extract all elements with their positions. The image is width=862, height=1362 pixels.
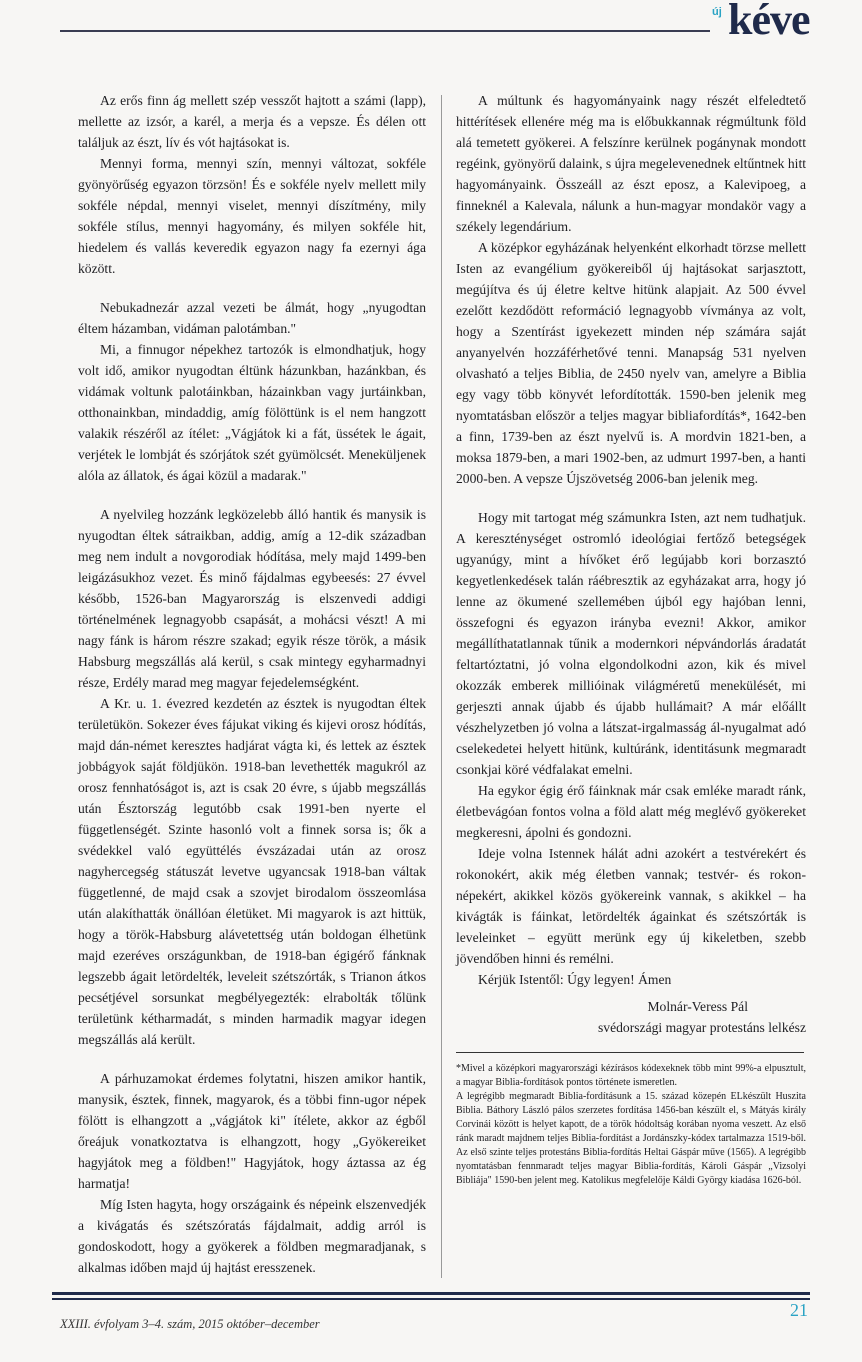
paragraph: A Kr. u. 1. évezred kezdetén az észtek is nyugodtan éltek területükön. Sokezer éves fájukat viking és kijevi orosz hódítás, majd dán-német keresztes hadjárat vágta ki, és lettek az észtek jobbágyok saját földjükön. 1918-ban levethették magukról az orosz fennhatóságot is, azt is csak 20 évre, s újabb megszállás után Észtország legutóbb csak 1991-ben nyerte el függetlenségét. Szinte hasonló volt a finnek sorsa is; ők a svédekkel való együttélés évszázadai után az orosz nagyhercegség státuszát levetve ugyancsak 1918-ban váltak függetlenné, de majd csak a szovjet birodalom összeomlása után alakíthatták önállóan életüket. Mi magyarok is azt hittük, hogy a török-Habsburg alávetettség után boldogan élhetünk majd ezeréves országunkban, de 1918-ban égigérő fánknak legszebb ágait letördelték, leveleit szétszórták, s Trianon átkos pecsétjével sorsunkat megbélyegezték: elrabolták tőlünk területünk kétharmadát, s minden harmadik magyar idegen megszállás alá került.: [78, 696, 426, 1047]
paragraph: Míg Isten hagyta, hogy országaink és népeink elszenvedjék a kivágatás és szétszóratás fájdalmait, addig arról is gondoskodott, hogy a gyökerek a földben megmaradjanak, s alkalmas időben majd új hajtást eresszenek.: [78, 1197, 426, 1275]
footnotes: [456, 1062, 806, 1188]
paragraph: A párhuzamokat érdemes folytatni, hiszen amikor hantik, manysik, észtek, finnek, magyarok, és a többi finn-ugor népek fölött is elhangzott a „vágjátok ki" ítélete, akkor az égből őreájuk vonatkoztatva is elhangzott, hogy „Gyökereiket hagyjátok meg a földben!" Hagyjátok, hogy áztassa az ég harmatja!: [78, 1071, 426, 1191]
signature-name: Molnár-Veress Pál: [647, 999, 748, 1014]
paragraph: Az erős finn ág mellett szép vesszőt hajtott a számi (lapp), mellette az izsór, a karél, a merja és a vepsze. És délen ott találjuk az észt, lív és vót hajtásokat is.: [78, 93, 426, 150]
footnote: A legrégibb megmaradt Biblia-fordításunk a 15. század közepén ELkészült Huszita Biblia. Báthory László pálos szerzetes fordítása 1456-ban készült el, s Mátyás király Corvinái között is helyet kapott, de a török hódoltság korában nyoma veszett. Az első ránk maradt majdnem teljes Biblia-fordítást a Jordánszky-kódex tartalmazza 1519-ből. Az első szinte teljes protestáns Biblia-fordítás Heltai Gáspár műve (1565). A legrégibb nyomtatásban fennmaradt teljes magyar Biblia-fordítás, Károli Gáspár „Vizsolyi Bibliája" 1590-ben jelent meg. Katolikus megfelelője Káldi György kiadása 1626-ból.: [456, 1091, 806, 1186]
logo-small-text: új: [712, 6, 722, 18]
page-header: [0, 0, 862, 90]
footer-rule: [52, 1292, 810, 1295]
paragraph: Mi, a finnugor népekhez tartozók is elmondhatjuk, hogy volt idő, amikor nyugodtan éltünk házunkban, hazánkban, és vidámak voltunk palotáinkban, házainkban vagy jurtáinkban, otthonainkban, mindaddig, amíg fölöttünk is el nem hangzott valakik részéről az ítélet: „Vágjátok ki a fát, üssétek le ágait, verjétek le lombját és szórjátok szét gyümölcsét. Meneküljenek alóla az állatok, és ágai közül a madarak.": [78, 342, 426, 483]
paragraph: A nyelvileg hozzánk legközelebb álló hantik és manysik is nyugodtan éltek sátraikban, addig, amíg a 12-dik században meg nem indult a novgorodiak hódítása, mely majd 1499-ben leigázásukhoz vezet. És minő fájdalmas egybeesés: 27 évvel később, 1526-ban Magyarország is elszenvedi addigi történelmének legnagyobb csapását, a mohácsi vészt! A mi nagy fánk is három részre szakad; egyik része török, a másik Habsburg megszállás alá kerül, s csak mintegy egyharmadnyi része, Erdély marad meg magyar fejedelemségként.: [78, 507, 426, 690]
left-column: [78, 90, 426, 1278]
signature-title: svédországi magyar protestáns lelkész: [598, 1020, 806, 1035]
page-footer: [0, 1292, 862, 1362]
paragraph: Mennyi forma, mennyi szín, mennyi változat, sokféle gyönyörűség egyazon törzsön! És e sokféle nyelv mellett mily sokféle népdal, mennyi viselet, mennyi díszítmény, mily sokféle stílus, mennyi hagyomány, és milyen sokféle hit, hiedelem és vallás keveredik egyazon nagy fa ezernyi ága között.: [78, 156, 426, 276]
footnote-rule: [456, 1052, 804, 1053]
paragraph: Nebukadnezár azzal vezeti be álmát, hogy „nyugodtan éltem házamban, vidáman palotámban.": [78, 300, 426, 336]
logo-main-text: kéve: [728, 0, 810, 44]
page-number: 21: [790, 1300, 808, 1320]
footnote: *Mivel a középkori magyarországi kézírásos kódexeknek több mint 99%-a elpusztult, a magyar Biblia-fordítások pontos története ismeretlen.: [456, 1063, 806, 1088]
paragraph: A múltunk és hagyományaink nagy részét elfeledtető hittérítések ellenére még ma is előbukkannak régmúltunk föld alá temetett gyökerei. A felszínre kerülnek pogánynak mondott regéink, gyönyörű dalaink, s újra megelevenednek eltűntnek hitt hagyományaink. Összeáll az észt eposz, a Kalevipoeg, a finneknél a Kalevala, nálunk a hun-magyar mondakör vagy a székely legendárium.: [456, 93, 806, 234]
footer-rule: [52, 1298, 810, 1300]
header-rule: [60, 30, 710, 32]
right-column: [456, 90, 806, 1278]
paragraph: Ha egykor égig érő fáinknak már csak emléke maradt ránk, életbevágóan fontos volna a föld alatt még meglévő gyökereket megkeresni, ápolni és gondozni.: [456, 783, 806, 840]
issue-info: XXIII. évfolyam 3–4. szám, 2015 október–december: [60, 1317, 320, 1331]
paragraph: A középkor egyházának helyenként elkorhadt törzse mellett Isten az evangélium gyökereiből új hajtásokat sarjasztott, megújítva és új életre keltve hitünk alapjait. Az 500 évvel ezelőtt kezdődött reformáció legnagyobb vívmánya az volt, hogy a Szentírást igyekezett minden nép számára saját anyanyelvén hozzáférhetővé tenni. Manapság 531 nyelven olvasható a teljes Biblia, de 2450 nyelv van, amelyre a Biblia egy vagy több könyvét lefordították. 1590-ben jelenik meg nyomtatásban először a teljes magyar bibliafordítás*, 1642-ben a finn, 1739-ben az észt nyelvű is. A mordvin 1821-ben, a moksa 1879-ben, a mari 1902-ben, az udmurt 1997-ben, a hanti 2000-ben. A vepsze Újszövetség 2006-ban jelenik meg.: [456, 240, 806, 486]
article-body: [0, 90, 862, 1278]
paragraph: Hogy mit tartogat még számunkra Isten, azt nem tudhatjuk. A kereszténységet ostromló ideológiai fertőző betegségek ugyanúgy, mint a hívőket érő legújabb kori borzasztó kegyetlenkedések talán ráébresztik az egyházakat arra, hogy jó lenne az ökumené szellemében újból egy hajóban lenni, összefogni és egyazon irányba evezni! Akkor, amikor megállíthatatlannak tűnik a modernkori népvándorlás áradatát feltartóztatni, jó volna elgondolkodni azon, kik és mivel okozzák emberek millióinak világméretű menekülését, mi gerjeszti annak újabb és újabb hullámait? A már előállt vészhelyzetben jó volna a látszat-irgalmasság ál-nyugalmat adó cselekedetei helyett hitünk, kultúránk, identitásunk megmaradt csonkjai köré védfalakat emelni.: [456, 510, 806, 777]
column-divider: [441, 95, 442, 1278]
paragraph: Kérjük Istentől: Úgy legyen! Ámen: [478, 972, 672, 987]
paragraph: Ideje volna Istennek hálát adni azokért a testvérekért és rokonokért, akik még életben vannak; testvér- és rokon-népekért, akikkel közös gyökereink vannak, s akikkel – ha kivágták is fáinkat, letördelték ágainkat és szétszórták is leveleinket – együtt merünk egy új kikeletben, szebb jövendőben hinni és remélni.: [456, 846, 806, 966]
